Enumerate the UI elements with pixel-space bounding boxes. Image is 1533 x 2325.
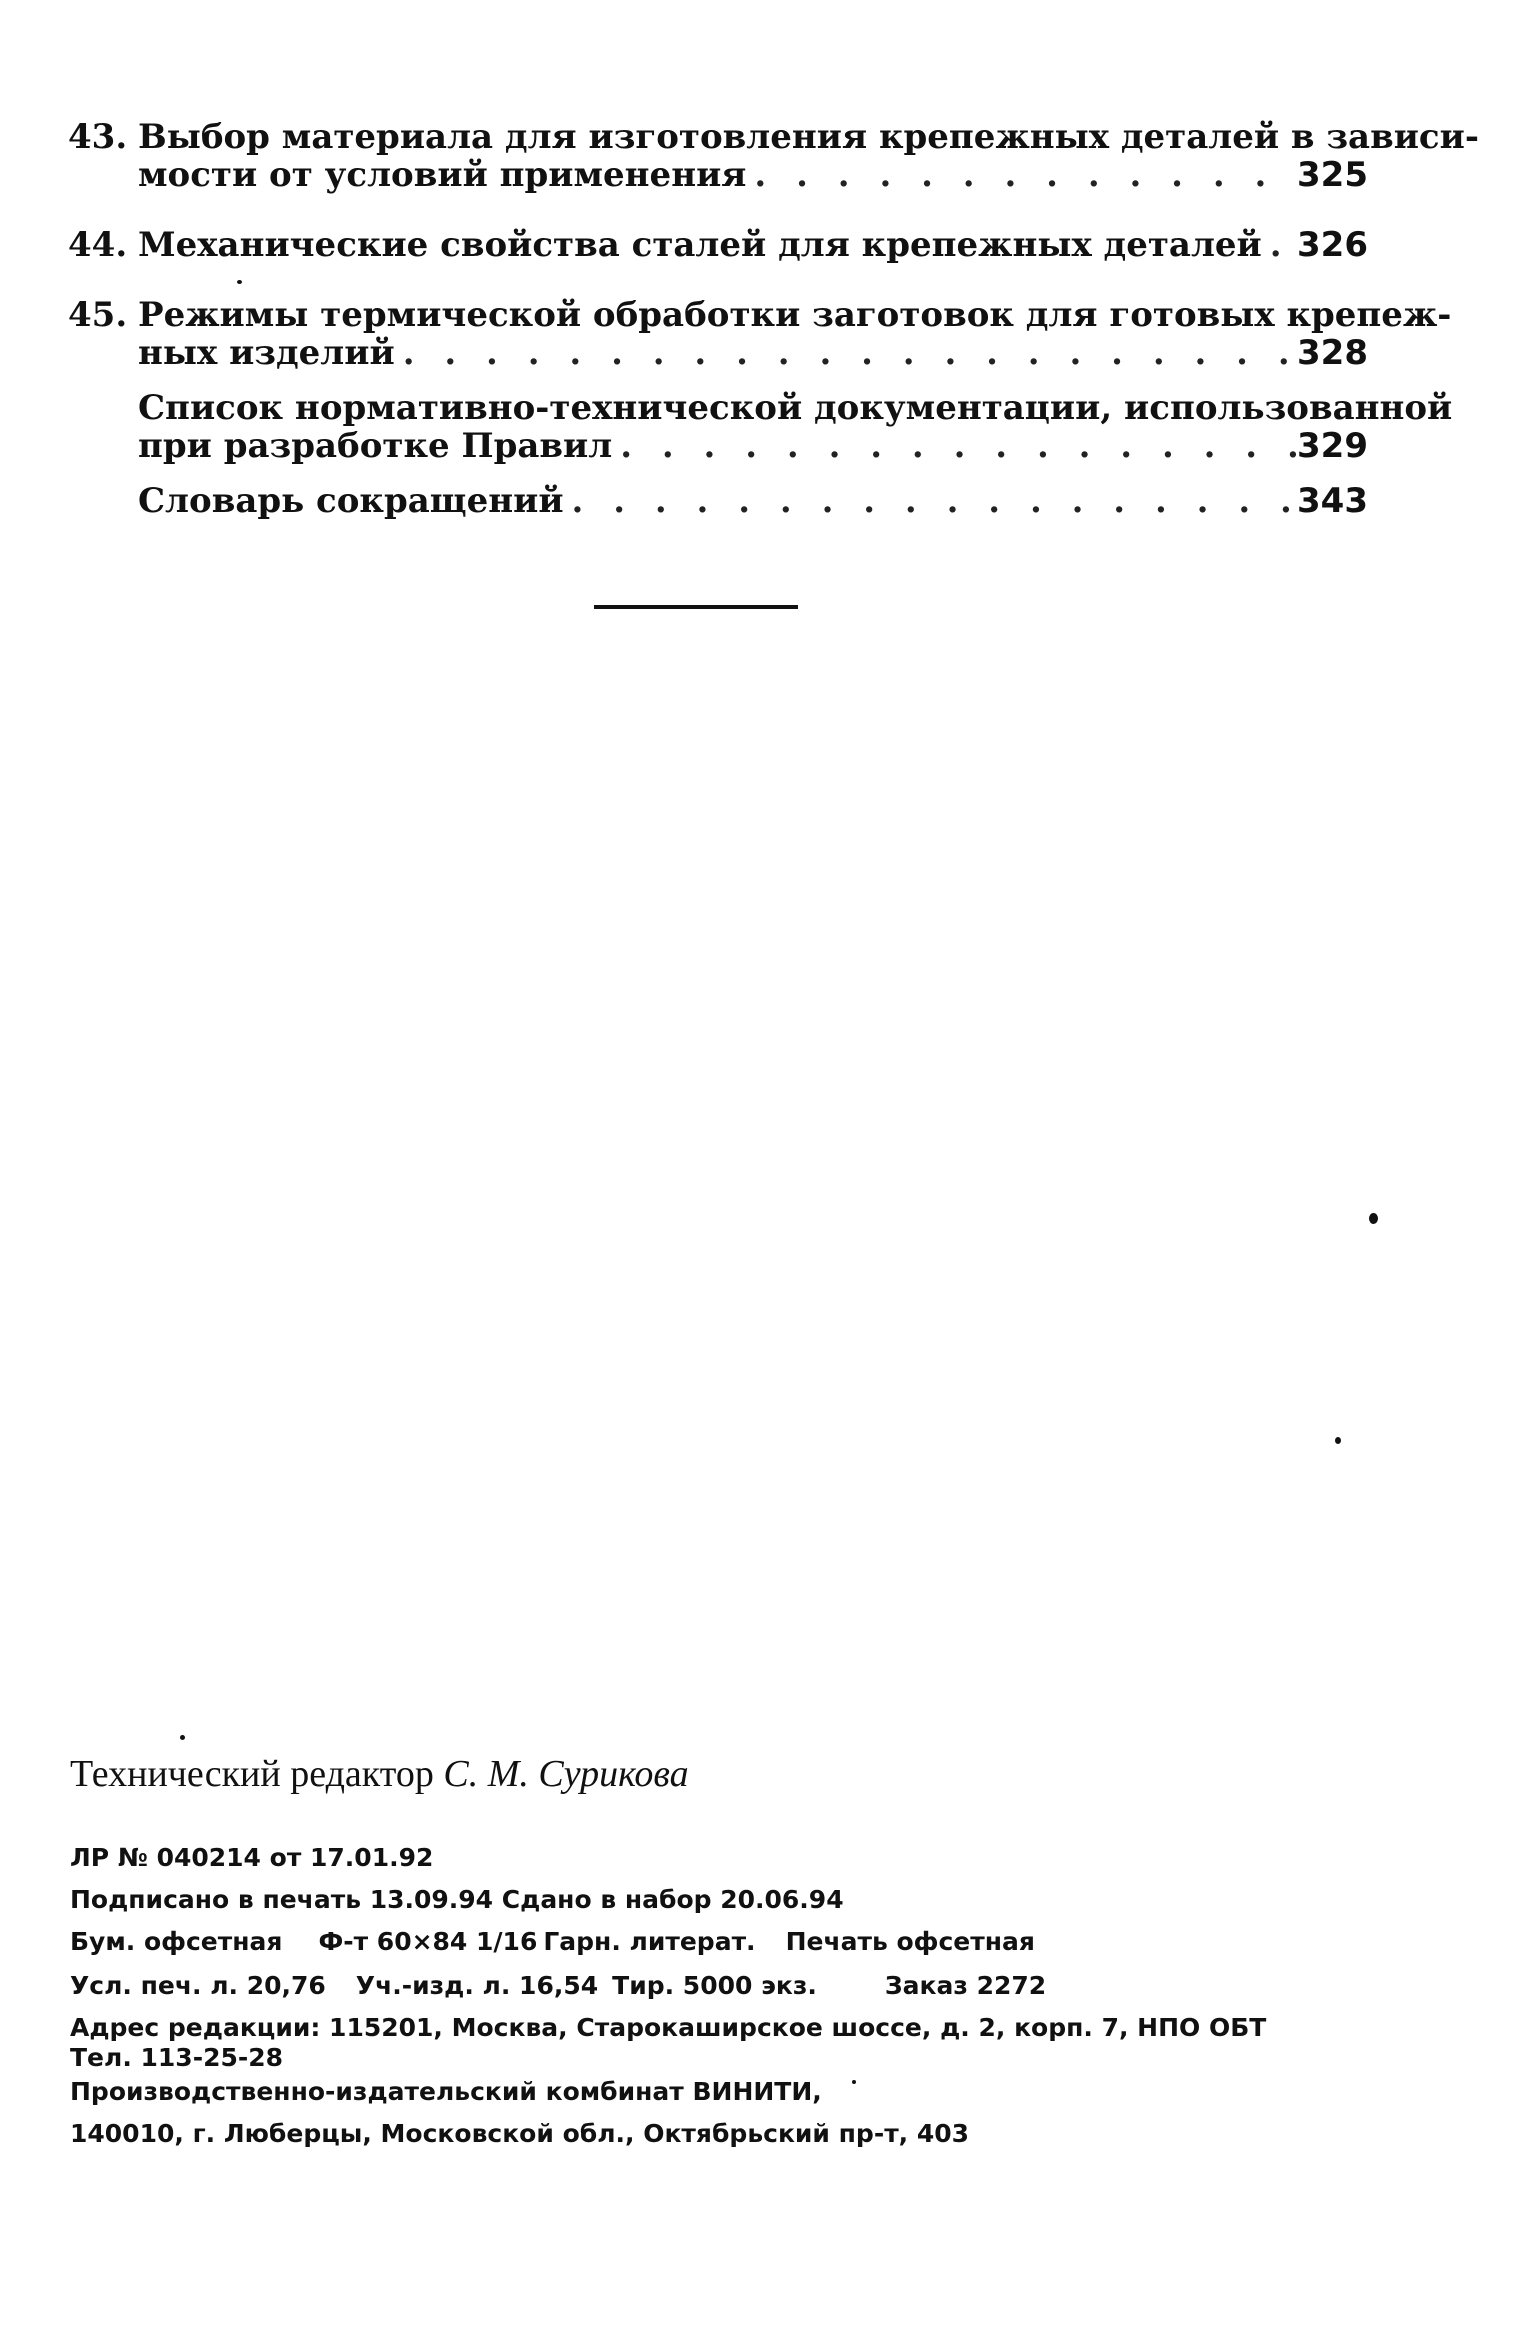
editorial-address: Адрес редакции: 115201, Москва, Старокаширское шоссе, д. 2, корп. 7, НПО ОБТ — [70, 2013, 1267, 2042]
toc-entry-title-line2: мости от условий применения — [138, 155, 747, 195]
toc-entry-title-line1: Список нормативно-технической документации, использованной — [138, 388, 1453, 428]
dot-leader — [1262, 226, 1297, 264]
scan-speck — [852, 2080, 856, 2084]
page-format: Ф-т 60×84 1/16 — [318, 1927, 538, 1956]
toc-page-number: 326 — [1297, 225, 1368, 265]
printed-sheets: Усл. печ. л. 20,76 — [70, 1971, 326, 2000]
signed-dates: Подписано в печать 13.09.94 Сдано в набор 20.06.94 — [70, 1885, 844, 1914]
table-of-contents — [68, 117, 1479, 521]
scan-speck — [237, 280, 242, 284]
order-number: Заказ 2272 — [884, 1971, 1047, 2000]
dot-leader — [612, 427, 1297, 465]
toc-entry-title-line1: Режимы термической обработки заготовок для готовых крепеж- — [138, 295, 1452, 335]
print-method: Печать офсетная — [785, 1927, 1035, 1956]
scan-speck — [1369, 1213, 1378, 1224]
technical-editor — [70, 1752, 689, 1796]
toc-entry-43 — [68, 117, 1479, 195]
toc-entry-title-line2: при разработке Правил — [138, 426, 613, 466]
toc-entry-title-line1: Словарь сокращений — [138, 481, 564, 521]
imprint-block — [70, 1843, 1370, 2149]
dot-leader — [395, 334, 1297, 372]
toc-page-number: 325 — [1297, 155, 1368, 195]
toc-entry-number: 43. — [68, 117, 128, 157]
scan-speck — [180, 1735, 185, 1740]
phone-number: Тел. 113-25-28 — [70, 2043, 284, 2072]
printer-name: Производственно-издательский комбинат ВИНИТИ, — [70, 2077, 822, 2106]
editor-label: Технический редактор — [70, 1753, 434, 1795]
toc-entry-44 — [68, 226, 1368, 264]
printer-address: 140010, г. Люберцы, Московской обл., Октябрьский пр-т, 403 — [70, 2119, 970, 2148]
print-run: Тир. 5000 экз. — [612, 1971, 817, 2000]
scan-speck — [1335, 1437, 1341, 1444]
toc-page-number: 343 — [1297, 481, 1368, 521]
section-divider — [594, 605, 798, 609]
editor-name: С. М. Сурикова — [443, 1753, 689, 1795]
toc-entry-title-line2: ных изделий — [138, 333, 395, 373]
dot-leader — [564, 482, 1297, 520]
paper-type: Бум. офсетная — [70, 1927, 283, 1956]
toc-entry-45 — [68, 295, 1452, 373]
toc-entry-title-line1: Выбор материала для изготовления крепежных деталей в зависи- — [138, 117, 1479, 157]
toc-entry-number: 44. — [68, 225, 128, 265]
toc-entry-title-line1: Механические свойства сталей для крепежных деталей — [138, 225, 1262, 265]
toc-entry-standards-list — [68, 388, 1453, 466]
toc-page-number: 329 — [1297, 426, 1368, 466]
toc-entry-abbreviations — [68, 482, 1368, 520]
publishing-sheets: Уч.-изд. л. 16,54 — [355, 1971, 599, 2000]
license-number: ЛР № 040214 от 17.01.92 — [70, 1843, 434, 1872]
typeface: Гарн. литерат. — [543, 1927, 756, 1956]
toc-entry-number: 45. — [68, 295, 128, 335]
toc-page-number: 328 — [1297, 333, 1368, 373]
dot-leader — [746, 156, 1297, 194]
